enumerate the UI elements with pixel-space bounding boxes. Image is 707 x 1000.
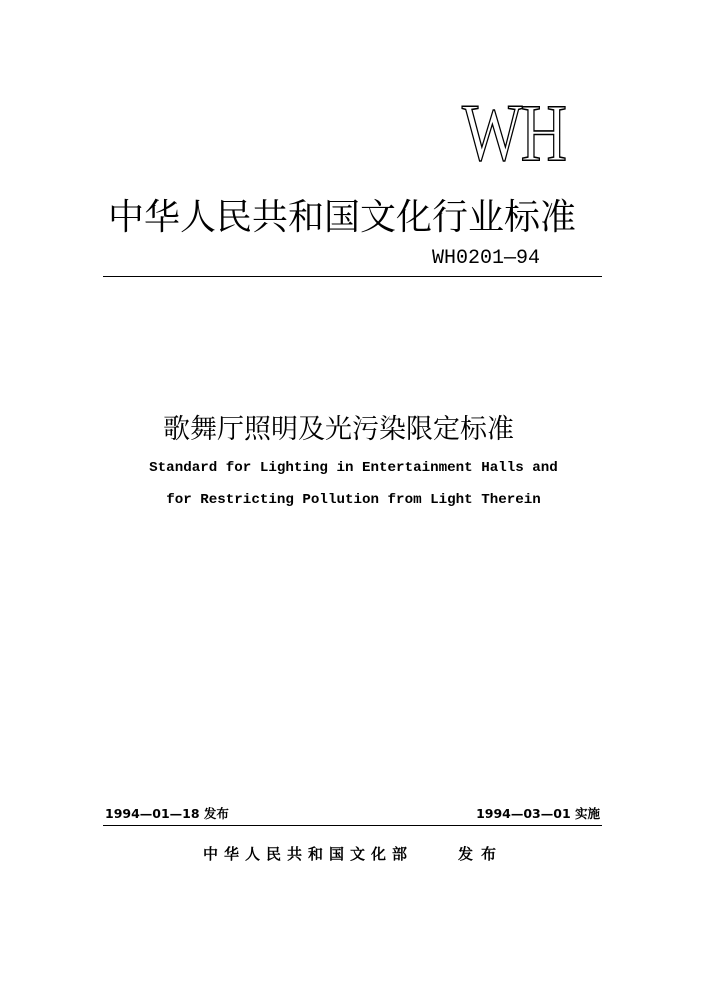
effective-date: 1994—03—01 实施	[476, 806, 600, 821]
wh-logo: WH	[462, 87, 566, 178]
publisher-name: 中华人民共和国文化部	[203, 845, 414, 863]
publish-label: 发布	[458, 845, 505, 863]
document-title-chinese: 歌舞厅照明及光污染限定标准	[163, 414, 514, 445]
industry-standard-title: 中华人民共和国文化行业标准	[108, 197, 577, 238]
footer-divider	[103, 825, 602, 826]
document-title-english-line-2: for Restricting Pollution from Light Therein	[166, 492, 541, 508]
standard-number: WH0201—94	[432, 247, 541, 270]
issue-date: 1994—01—18 发布	[105, 806, 229, 821]
header-divider	[103, 276, 602, 277]
document-title-english-line-1: Standard for Lighting in Entertainment Halls and	[149, 460, 558, 476]
